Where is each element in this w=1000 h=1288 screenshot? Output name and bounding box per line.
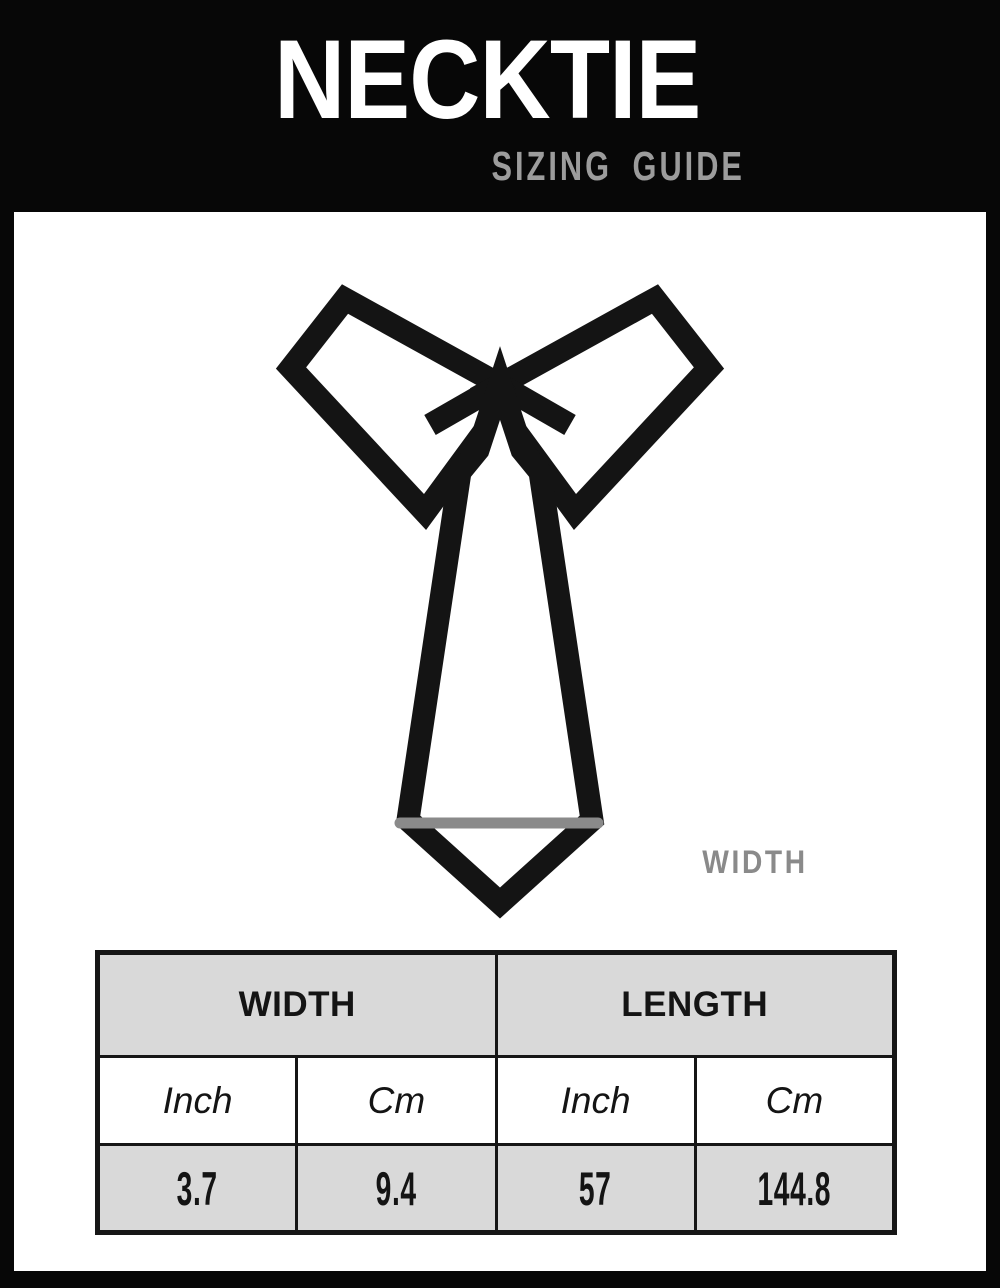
- unit-header-width-cm: Cm: [297, 1057, 496, 1145]
- table-group-header-row: [98, 953, 895, 1057]
- unit-header-width-inch: Inch: [98, 1057, 297, 1145]
- value-length-cm: [695, 1145, 894, 1233]
- unit-header-length-inch: Inch: [496, 1057, 695, 1145]
- group-header-length: LENGTH: [496, 953, 895, 1057]
- page-title-text: NECKTIE: [273, 17, 701, 142]
- table-unit-header-row: [98, 1057, 895, 1145]
- value-width-cm-text: 9.4: [375, 1161, 417, 1215]
- page-title: [14, 17, 960, 142]
- necktie-figure: [270, 280, 808, 930]
- page-subtitle: SIZING GUIDE: [491, 143, 745, 189]
- value-width-inch: [98, 1145, 297, 1233]
- size-table: [95, 950, 897, 1235]
- necktie-icon: [270, 280, 730, 930]
- group-header-width: WIDTH: [98, 953, 497, 1057]
- value-width-inch-text: 3.7: [177, 1161, 219, 1215]
- unit-header-length-cm: Cm: [695, 1057, 894, 1145]
- value-width-cm: [297, 1145, 496, 1233]
- value-length-inch-text: 57: [579, 1161, 612, 1215]
- value-length-cm-text: 144.8: [757, 1161, 832, 1215]
- content-panel: [14, 212, 986, 1271]
- table-value-row: [98, 1145, 895, 1233]
- value-length-inch: [496, 1145, 695, 1233]
- width-marker-label: WIDTH: [702, 844, 808, 880]
- masthead: [14, 0, 960, 212]
